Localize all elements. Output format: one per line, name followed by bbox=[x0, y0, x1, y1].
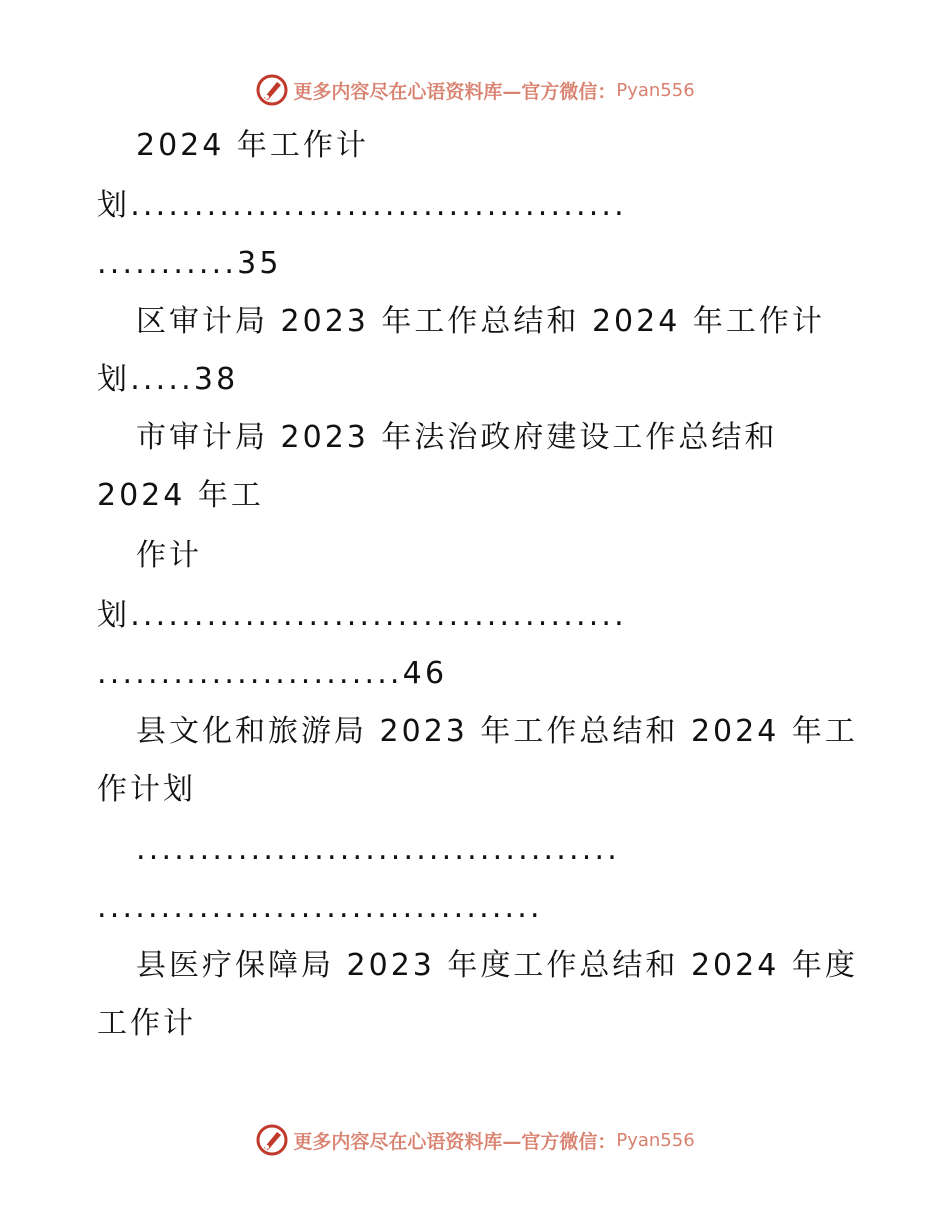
banner-text: 更多内容尽在心语资料库—官方微信： bbox=[293, 80, 617, 103]
pen-logo-icon bbox=[255, 73, 289, 107]
toc-line: 工作计 bbox=[97, 1006, 196, 1041]
toc-line: 县医疗保障局 2023 年度工作总结和 2024 年度 bbox=[136, 948, 858, 983]
toc-line: 作计 bbox=[136, 538, 202, 573]
toc-line: ...........35 bbox=[97, 246, 282, 281]
toc-line: 作计划 bbox=[97, 772, 196, 807]
toc-line: ................................... bbox=[97, 890, 543, 925]
toc-line: ...................................... bbox=[136, 832, 620, 867]
banner-wechat-id: Pyan556 bbox=[616, 1129, 695, 1151]
toc-line: 划....................................... bbox=[97, 188, 627, 223]
banner-wechat-id: Pyan556 bbox=[616, 79, 695, 101]
toc-line: 2024 年工作计 bbox=[136, 128, 369, 163]
footer-watermark bbox=[0, 1122, 950, 1158]
toc-line: 市审计局 2023 年法治政府建设工作总结和 bbox=[136, 420, 778, 455]
toc-line: ........................46 bbox=[97, 656, 448, 691]
toc-line: 区审计局 2023 年工作总结和 2024 年工作计 bbox=[136, 304, 825, 339]
toc-line: 2024 年工 bbox=[97, 478, 264, 513]
toc-line: 县文化和旅游局 2023 年工作总结和 2024 年工 bbox=[136, 714, 858, 749]
banner-text: 更多内容尽在心语资料库—官方微信： bbox=[293, 1130, 617, 1153]
header-watermark bbox=[0, 72, 950, 108]
toc-line: 划....................................... bbox=[97, 598, 627, 633]
pen-logo-icon bbox=[255, 1123, 289, 1157]
toc-line: 划.....38 bbox=[97, 362, 239, 397]
